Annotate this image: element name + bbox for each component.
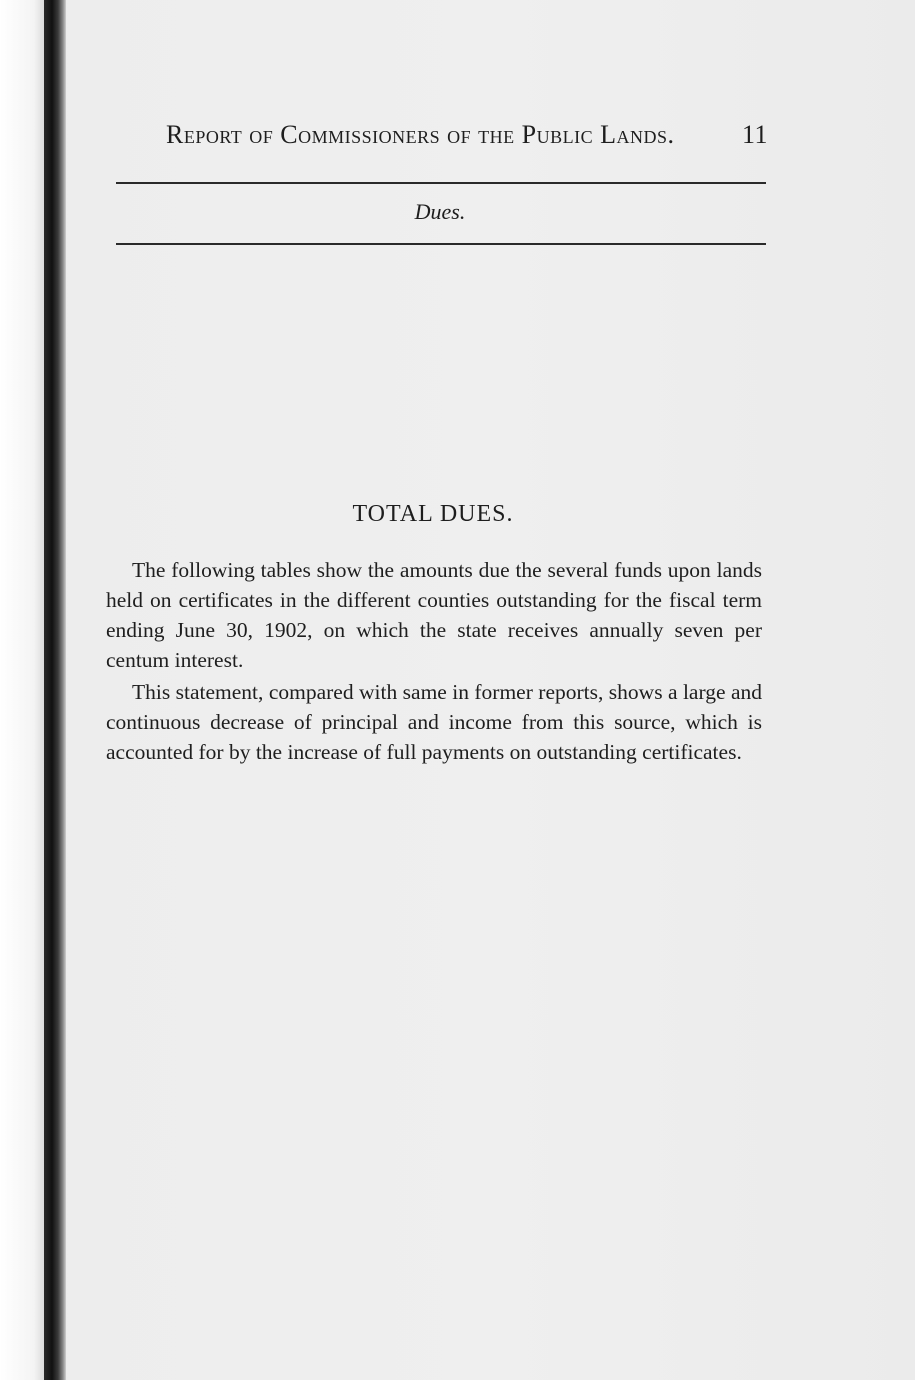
- header-rule-bottom: [116, 243, 766, 245]
- body-paragraph-2: This statement, compared with same in former reports, shows a large and continuous decrease of principal and income from this source, which is accounted for by the increase of full payments on outstanding certificates.: [106, 680, 762, 764]
- section-heading: TOTAL DUES.: [352, 501, 514, 527]
- running-title: Report of Commissioners of the Public Lands.: [166, 120, 675, 149]
- section-label: Dues.: [414, 199, 466, 224]
- header-rule-top: [116, 182, 766, 184]
- body-paragraph-1: The following tables show the amounts due the several funds upon lands held on certificates in the different counties outstanding for the fiscal term ending June 30, 1902, on which the state receives annually seven per centum interest.: [106, 558, 762, 672]
- running-head: [166, 120, 768, 150]
- page-number: 11: [741, 120, 768, 149]
